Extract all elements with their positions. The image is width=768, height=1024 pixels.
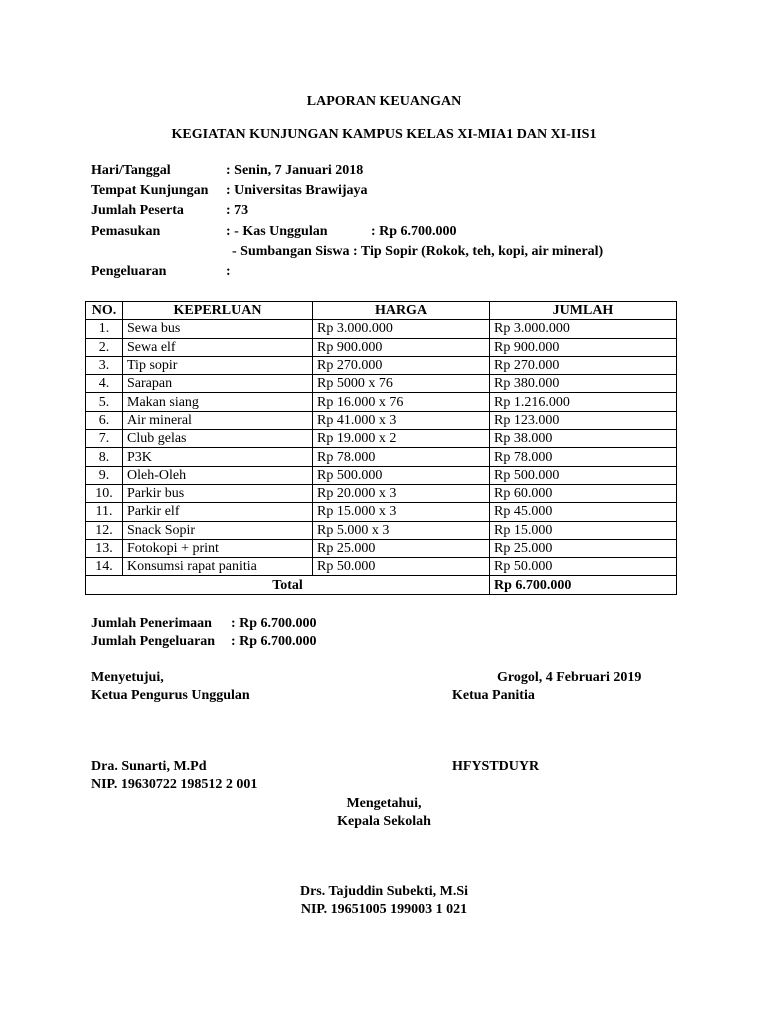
cell-harga: Rp 19.000 x 2 (313, 430, 490, 448)
total-value: Rp 6.700.000 (490, 576, 677, 594)
participants-label: Jumlah Peserta (91, 203, 184, 219)
cell-jumlah: Rp 500.000 (490, 466, 677, 484)
cell-no: 13. (86, 539, 123, 557)
cell-keperluan: Fotokopi + print (123, 539, 313, 557)
cell-keperluan: Tip sopir (123, 356, 313, 374)
cell-jumlah: Rp 38.000 (490, 430, 677, 448)
received-label: Jumlah Penerimaan (91, 616, 212, 631)
expense-value: : (226, 263, 231, 279)
table-row (86, 521, 677, 539)
cell-keperluan: Parkir elf (123, 503, 313, 521)
cell-keperluan: Makan siang (123, 393, 313, 411)
table-row (86, 320, 677, 338)
participants-value: : 73 (226, 203, 249, 219)
cell-jumlah: Rp 3.000.000 (490, 320, 677, 338)
cell-harga: Rp 500.000 (313, 466, 490, 484)
cell-jumlah: Rp 60.000 (490, 484, 677, 502)
acknowledge-role: Kepala Sekolah (337, 814, 431, 829)
cell-jumlah: Rp 78.000 (490, 448, 677, 466)
table-row (86, 539, 677, 557)
cell-keperluan: Club gelas (123, 430, 313, 448)
cell-no: 11. (86, 503, 123, 521)
cell-keperluan: Parkir bus (123, 484, 313, 502)
table-row (86, 466, 677, 484)
date-value: : Senin, 7 Januari 2018 (226, 163, 364, 178)
cell-harga: Rp 25.000 (313, 539, 490, 557)
expense-table (85, 301, 677, 595)
cell-no: 9. (86, 466, 123, 484)
cell-no: 10. (86, 484, 123, 502)
cell-jumlah: Rp 270.000 (490, 356, 677, 374)
cell-no: 3. (86, 356, 123, 374)
cell-keperluan: Konsumsi rapat panitia (123, 558, 313, 576)
approve-name: Dra. Sunarti, M.Pd (91, 759, 207, 774)
table-row (86, 558, 677, 576)
col-header-no: NO. (86, 302, 123, 320)
total-row (86, 576, 677, 594)
spent-value: : Rp 6.700.000 (231, 634, 317, 649)
date-label: Hari/Tanggal (91, 163, 171, 178)
cell-harga: Rp 3.000.000 (313, 320, 490, 338)
col-header-jumlah: JUMLAH (490, 302, 677, 320)
table-row (86, 430, 677, 448)
income-item1-value: : Rp 6.700.000 (371, 223, 457, 239)
income-item2: - Sumbangan Siswa : Tip Sopir (Rokok, teh, kopi, air mineral) (232, 243, 604, 259)
cell-harga: Rp 900.000 (313, 338, 490, 356)
head-nip: NIP. 19651005 199003 1 021 (300, 902, 468, 917)
income-label: Pemasukan (91, 223, 161, 239)
cell-no: 7. (86, 430, 123, 448)
cell-keperluan: Air mineral (123, 411, 313, 429)
cell-no: 4. (86, 375, 123, 393)
cell-harga: Rp 41.000 x 3 (313, 411, 490, 429)
spent-label: Jumlah Pengeluaran (91, 634, 216, 649)
cell-harga: Rp 78.000 (313, 448, 490, 466)
col-header-harga: HARGA (313, 302, 490, 320)
cell-harga: Rp 270.000 (313, 356, 490, 374)
cell-no: 12. (86, 521, 123, 539)
cell-keperluan: Sarapan (123, 375, 313, 393)
place-label: Tempat Kunjungan (91, 183, 209, 199)
table-row (86, 375, 677, 393)
cell-jumlah: Rp 45.000 (490, 503, 677, 521)
cell-keperluan: P3K (123, 448, 313, 466)
cell-keperluan: Sewa bus (123, 320, 313, 338)
cell-no: 5. (86, 393, 123, 411)
cell-keperluan: Snack Sopir (123, 521, 313, 539)
table-row (86, 503, 677, 521)
head-name: Drs. Tajuddin Subekti, M.Si (299, 884, 469, 899)
committee-name: HFYSTDUYR (452, 759, 540, 774)
table-row (86, 484, 677, 502)
total-label: Total (86, 576, 490, 594)
report-subtitle: KEGIATAN KUNJUNGAN KAMPUS KELAS XI-MIA1 DAN XI-IIS1 (171, 127, 597, 142)
cell-jumlah: Rp 1.216.000 (490, 393, 677, 411)
cell-no: 14. (86, 558, 123, 576)
expense-label: Pengeluaran (91, 263, 167, 279)
cell-jumlah: Rp 50.000 (490, 558, 677, 576)
income-item1: : - Kas Unggulan (226, 223, 328, 239)
cell-no: 6. (86, 411, 123, 429)
cell-no: 8. (86, 448, 123, 466)
cell-keperluan: Oleh-Oleh (123, 466, 313, 484)
cell-harga: Rp 16.000 x 76 (313, 393, 490, 411)
cell-keperluan: Sewa elf (123, 338, 313, 356)
table-row (86, 356, 677, 374)
table-row (86, 411, 677, 429)
table-header-row (86, 302, 677, 320)
table-row (86, 338, 677, 356)
committee-role: Ketua Panitia (452, 688, 535, 703)
approve-nip: NIP. 19630722 198512 2 001 (91, 777, 258, 792)
report-title: LAPORAN KEUANGAN (306, 94, 462, 109)
cell-jumlah: Rp 123.000 (490, 411, 677, 429)
cell-no: 1. (86, 320, 123, 338)
table-row (86, 393, 677, 411)
cell-jumlah: Rp 25.000 (490, 539, 677, 557)
cell-harga: Rp 50.000 (313, 558, 490, 576)
col-header-keperluan: KEPERLUAN (123, 302, 313, 320)
cell-harga: Rp 15.000 x 3 (313, 503, 490, 521)
acknowledge-heading: Mengetahui, (346, 796, 422, 811)
cell-jumlah: Rp 900.000 (490, 338, 677, 356)
table-row (86, 448, 677, 466)
cell-harga: Rp 5.000 x 3 (313, 521, 490, 539)
approve-role: Ketua Pengurus Unggulan (91, 688, 250, 703)
place-date: Grogol, 4 Februari 2019 (497, 670, 642, 685)
cell-harga: Rp 5000 x 76 (313, 375, 490, 393)
cell-jumlah: Rp 15.000 (490, 521, 677, 539)
cell-no: 2. (86, 338, 123, 356)
cell-harga: Rp 20.000 x 3 (313, 484, 490, 502)
cell-jumlah: Rp 380.000 (490, 375, 677, 393)
approve-heading: Menyetujui, (91, 670, 164, 685)
received-value: : Rp 6.700.000 (231, 616, 317, 631)
place-value: : Universitas Brawijaya (226, 183, 368, 199)
